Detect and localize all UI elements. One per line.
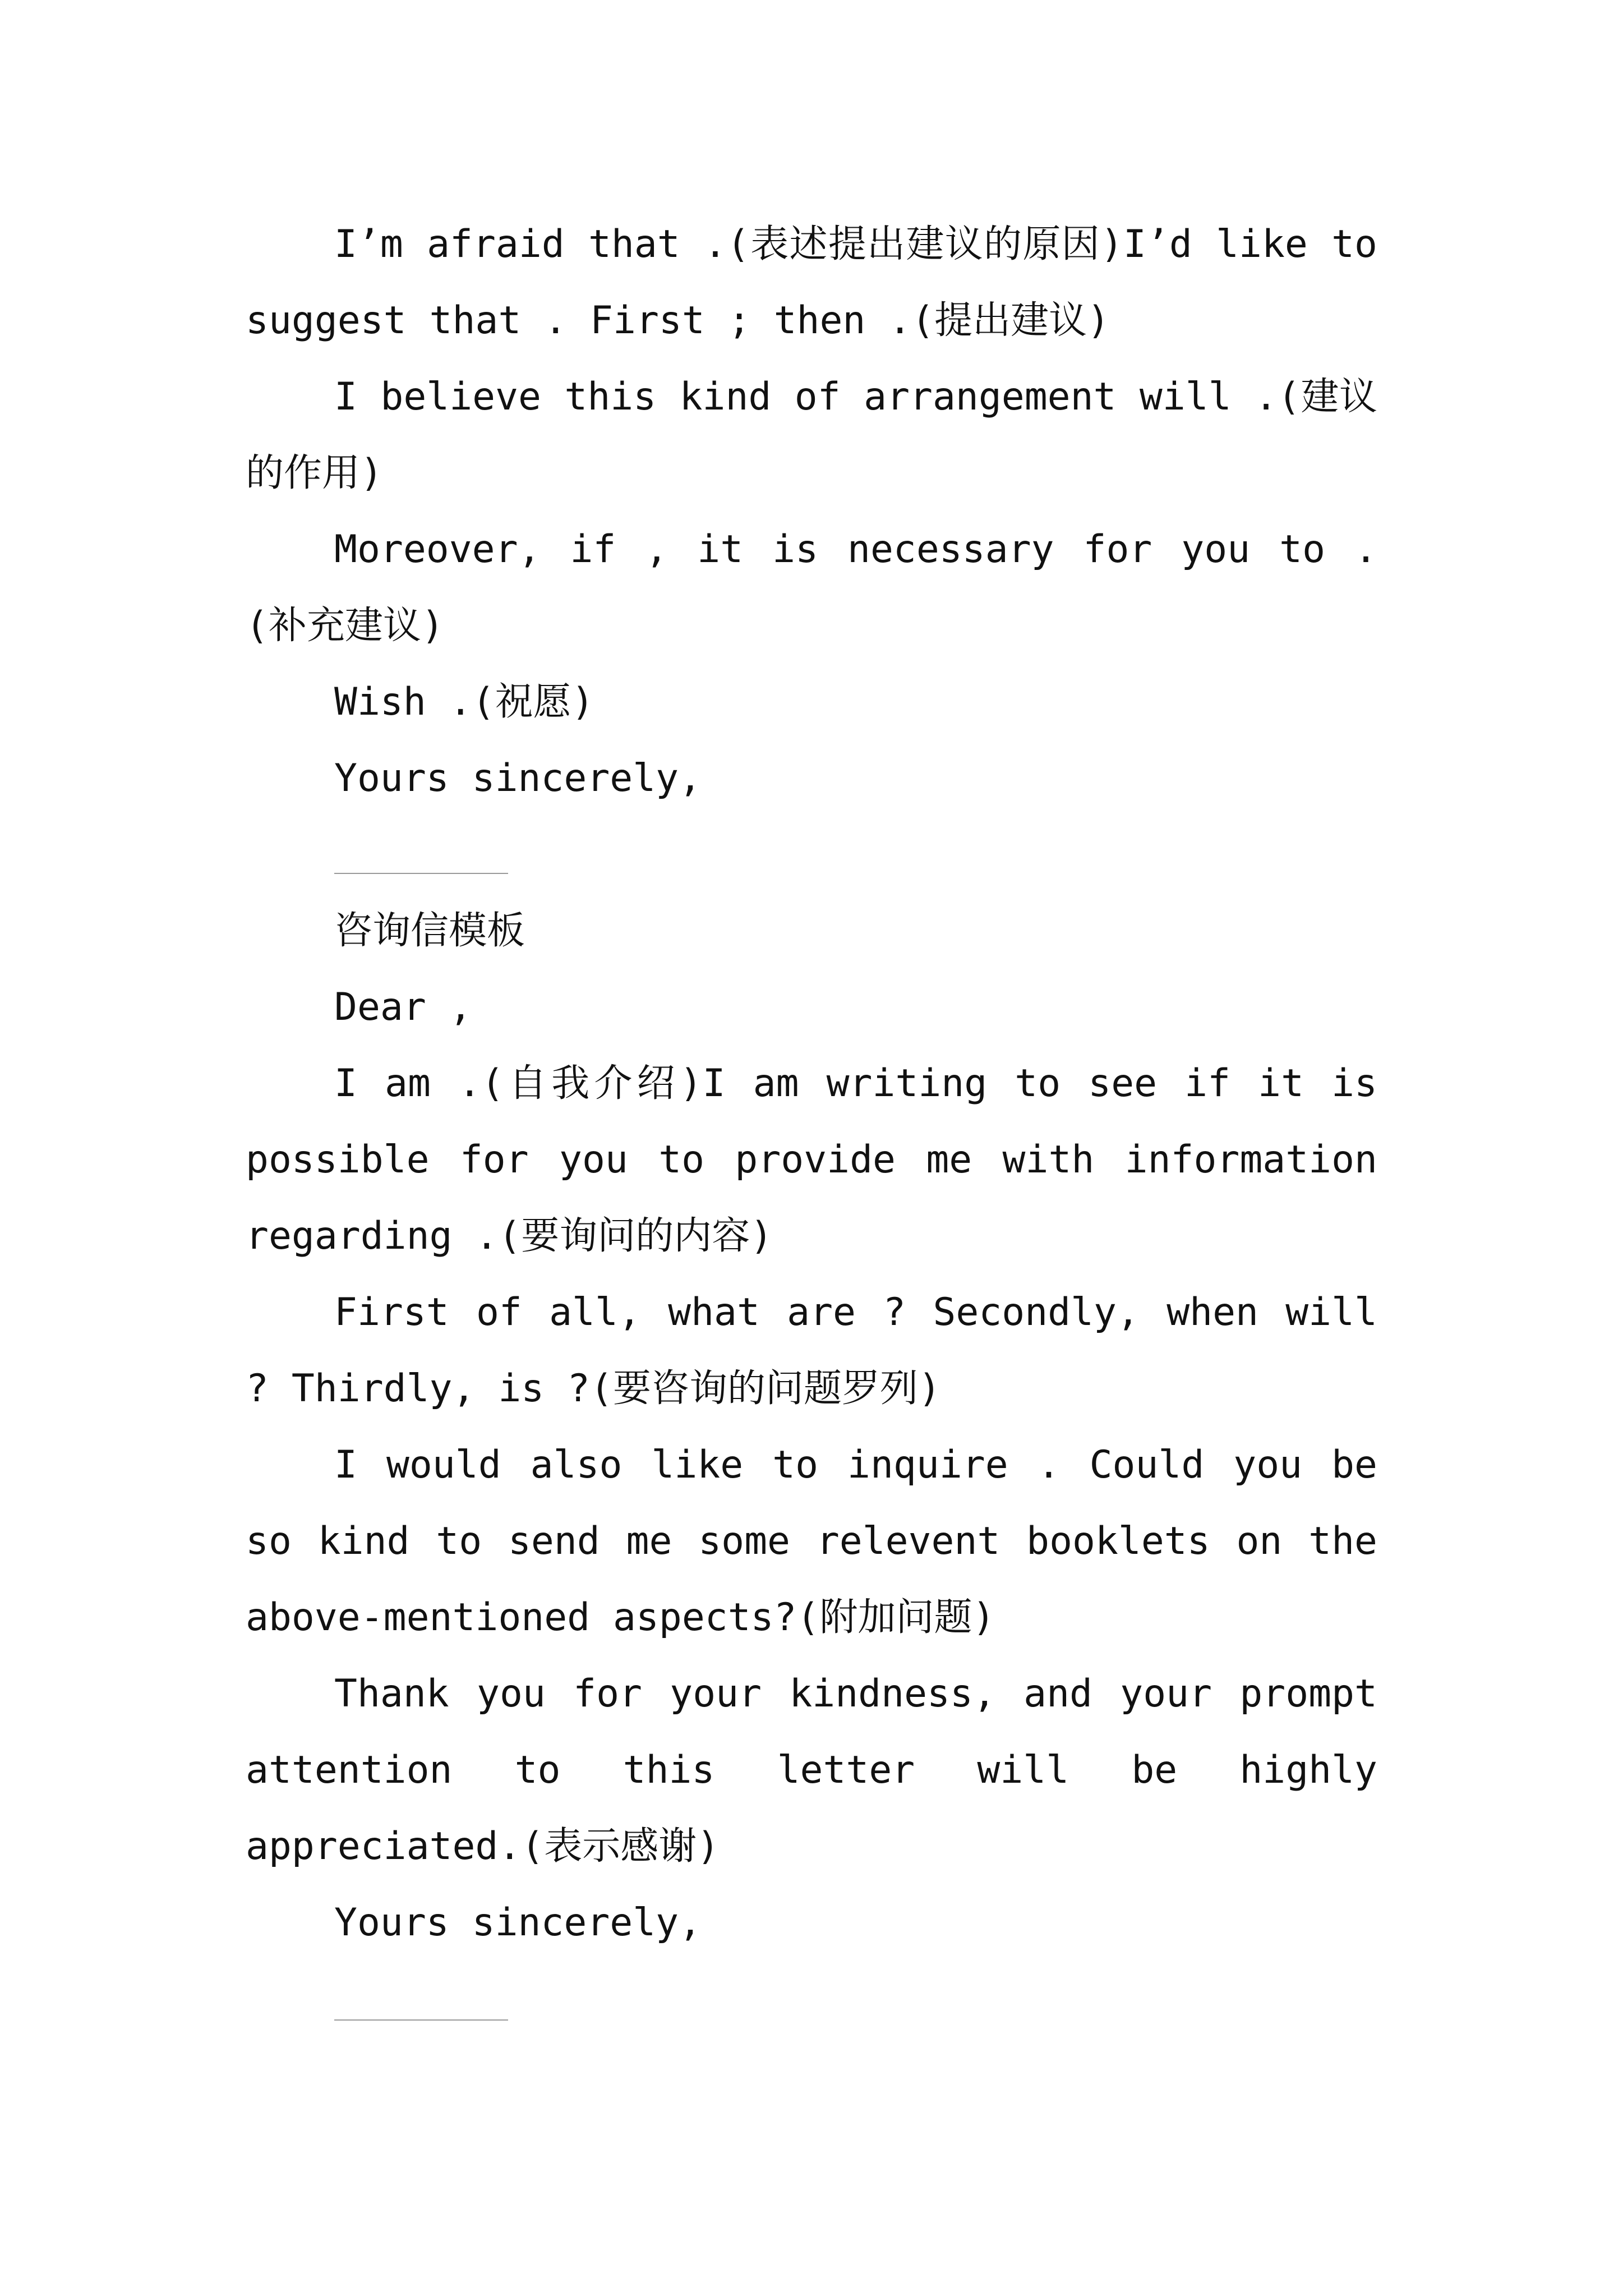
section-title: 咨询信模板 bbox=[334, 909, 525, 953]
questions-paragraph: First of all, what are ? Secondly, when will ? Thirdly, is ?(要咨询的问题罗列) bbox=[246, 1290, 1377, 1411]
supplementary-suggestion-paragraph: Moreover, if , it is necessary for you to .(补充建议) bbox=[246, 527, 1377, 648]
thanks-paragraph: Thank you for your kindness, and your prompt attention to this letter will be highly appreciated.(表示感谢) bbox=[246, 1672, 1377, 1869]
additional-questions-paragraph: I would also like to inquire . Could you be so kind to send me some relevent booklets on the above-mentioned aspects?(附加问题) bbox=[246, 1443, 1377, 1640]
closing-line-2: Yours sincerely, bbox=[334, 1901, 702, 1945]
closing-line: Yours sincerely, bbox=[334, 756, 702, 800]
signature-line bbox=[334, 873, 508, 874]
signature-line-2 bbox=[334, 2019, 508, 2021]
wish-line: Wish .(祝愿) bbox=[334, 680, 594, 724]
self-introduction-paragraph: I am .(自我介绍)I am writing to see if it is possible for you to provide me with information regarding .(要询问的内容) bbox=[246, 1061, 1377, 1258]
suggestion-reason-paragraph: I’m afraid that .(表述提出建议的原因)I’d like to suggest that . First ; then .(提出建议) bbox=[246, 222, 1377, 343]
suggestion-effect-paragraph: I believe this kind of arrangement will .(建议的作用) bbox=[246, 375, 1377, 495]
greeting-line: Dear , bbox=[334, 985, 472, 1029]
